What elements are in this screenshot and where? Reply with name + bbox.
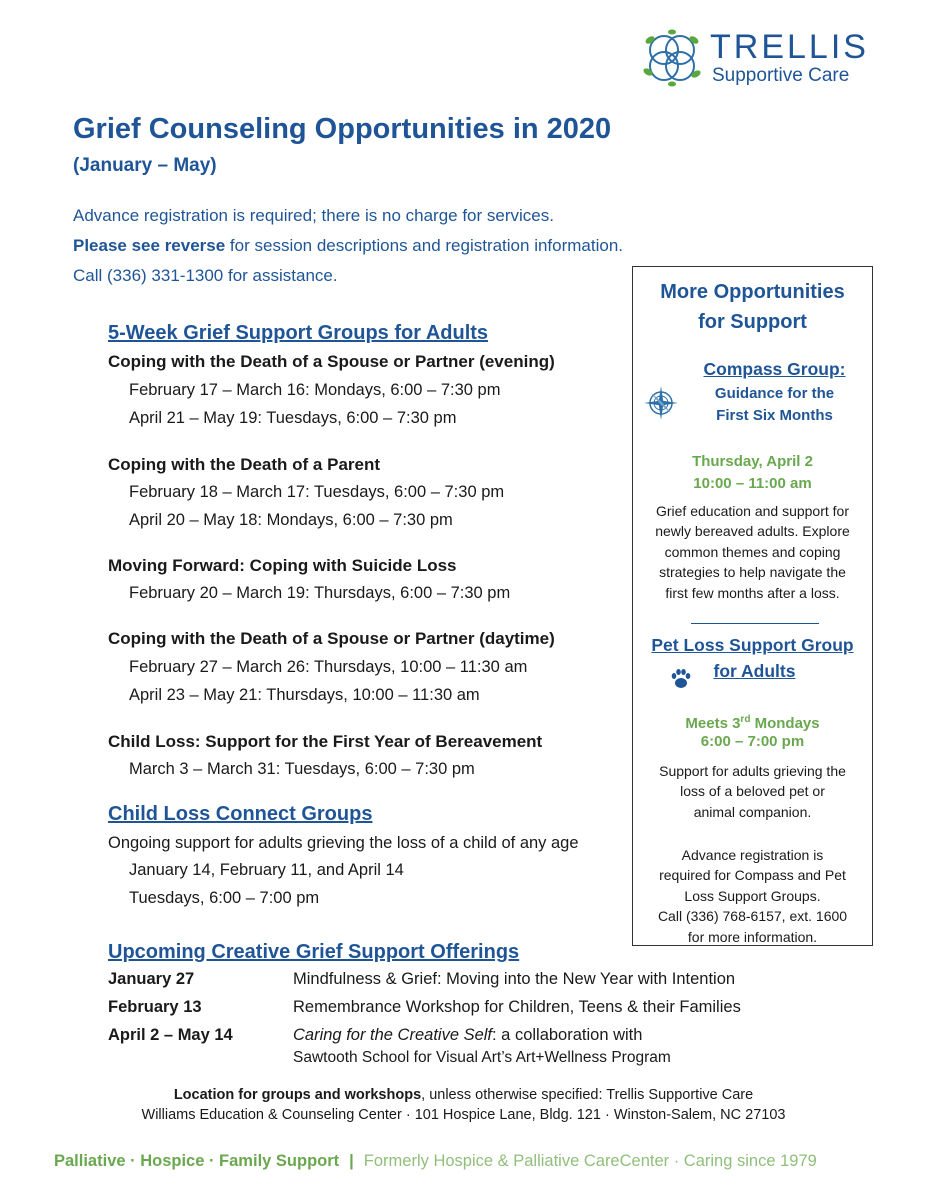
compass-body-5: first few months after a loss. bbox=[665, 585, 840, 601]
offering-title-italic: Caring for the Creative Self bbox=[293, 1026, 493, 1044]
group-date: February 20 – March 19: Thursdays, 6:00 – 7:30 pm bbox=[129, 584, 511, 602]
footer-right: Formerly Hospice & Palliative CareCenter · Caring since 1979 bbox=[363, 1152, 817, 1170]
logo-tagline: Supportive Care bbox=[712, 65, 850, 86]
offering-desc-rest: : a collaboration with bbox=[492, 1026, 643, 1044]
trellis-emblem-icon bbox=[640, 26, 704, 90]
pet-body-2: loss of a beloved pet or bbox=[680, 783, 825, 799]
offering-description bbox=[293, 1026, 642, 1045]
registration-line-1: Advance registration is bbox=[681, 847, 824, 863]
logo-brand: TRELLIS bbox=[710, 28, 869, 66]
pet-heading-1: Pet Loss Support Group bbox=[651, 635, 854, 655]
location-line-2: Williams Education & Counseling Center · 101 Hospice Lane, Bldg. 121 · Winston-Salem, NC 27103 bbox=[141, 1107, 786, 1123]
more-opportunities-box bbox=[632, 266, 873, 946]
pet-meets-post: Mondays bbox=[750, 715, 820, 732]
pet-body-3: animal companion. bbox=[693, 804, 812, 820]
offering-description-line-2: Sawtooth School for Visual Art’s Art+Wellness Program bbox=[293, 1049, 671, 1066]
compass-sub-1: Guidance for the bbox=[714, 385, 835, 402]
compass-time: 10:00 – 11:00 am bbox=[693, 475, 812, 492]
creative-heading: Upcoming Creative Grief Support Offerings bbox=[108, 941, 520, 963]
child-loss-description: Ongoing support for adults grieving the loss of a child of any age bbox=[108, 834, 579, 852]
offering-date: January 27 bbox=[108, 970, 195, 988]
group-date: March 3 – March 31: Tuesdays, 6:00 – 7:30 pm bbox=[129, 760, 475, 778]
intro-line-2-rest: for session descriptions and registration information. bbox=[225, 236, 624, 255]
offering-description: Mindfulness & Grief: Moving into the New Year with Intention bbox=[293, 970, 736, 988]
compass-body-4: strategies to help navigate the bbox=[659, 564, 846, 580]
intro-line-2-bold: Please see reverse bbox=[73, 236, 226, 255]
group-date: February 18 – March 17: Tuesdays, 6:00 – 7:30 pm bbox=[129, 483, 505, 501]
child-loss-time: Tuesdays, 6:00 – 7:00 pm bbox=[129, 889, 320, 907]
offering-date: April 2 – May 14 bbox=[108, 1026, 233, 1044]
page-subtitle: (January – May) bbox=[73, 155, 217, 176]
sidebar-title-line-1: More Opportunities bbox=[660, 281, 845, 303]
footer-left: Palliative · Hospice · Family Support bbox=[54, 1152, 340, 1170]
sidebar-title-line-2: for Support bbox=[698, 311, 807, 333]
five-week-heading: 5-Week Grief Support Groups for Adults bbox=[108, 322, 489, 344]
pet-body-1: Support for adults grieving the bbox=[659, 763, 846, 779]
pet-meets-sup: rd bbox=[740, 714, 751, 725]
trellis-logo bbox=[640, 26, 890, 90]
intro-line-2 bbox=[73, 236, 623, 256]
compass-heading: Compass Group: bbox=[703, 359, 846, 379]
compass-date: Thursday, April 2 bbox=[692, 453, 813, 470]
sidebar-divider bbox=[691, 623, 819, 624]
group-name: Moving Forward: Coping with Suicide Loss bbox=[108, 556, 457, 575]
footer bbox=[54, 1152, 817, 1171]
group-date: February 17 – March 16: Mondays, 6:00 – 7:30 pm bbox=[129, 381, 501, 399]
group-name: Coping with the Death of a Spouse or Partner (daytime) bbox=[108, 629, 555, 648]
pet-meets-pre: Meets 3 bbox=[685, 715, 741, 732]
page-title: Grief Counseling Opportunities in 2020 bbox=[73, 113, 612, 145]
registration-line-3: Loss Support Groups. bbox=[684, 888, 821, 904]
compass-sub-2: First Six Months bbox=[716, 407, 833, 424]
location-rest: , unless otherwise specified: Trellis Supportive Care bbox=[421, 1087, 754, 1103]
location-line-1 bbox=[0, 1087, 927, 1103]
pet-heading-2: for Adults bbox=[713, 661, 796, 681]
location-bold: Location for groups and workshops bbox=[173, 1087, 422, 1103]
child-loss-heading: Child Loss Connect Groups bbox=[108, 803, 373, 825]
intro-line-1: Advance registration is required; there is no charge for services. bbox=[73, 206, 554, 225]
footer-separator: | bbox=[349, 1152, 354, 1170]
group-date: April 23 – May 21: Thursdays, 10:00 – 11:30 am bbox=[129, 686, 480, 704]
child-loss-dates: January 14, February 11, and April 14 bbox=[129, 861, 404, 879]
registration-line-4: Call (336) 768-6157, ext. 1600 bbox=[657, 908, 848, 924]
pet-time: 6:00 – 7:00 pm bbox=[700, 733, 805, 750]
group-name: Coping with the Death of a Spouse or Partner (evening) bbox=[108, 352, 555, 371]
compass-body-3: common themes and coping bbox=[664, 544, 841, 560]
group-date: April 21 – May 19: Tuesdays, 6:00 – 7:30 pm bbox=[129, 409, 457, 427]
registration-line-5: for more information. bbox=[687, 929, 818, 945]
group-date: February 27 – March 26: Thursdays, 10:00 – 11:30 am bbox=[129, 658, 528, 676]
compass-body-2: newly bereaved adults. Explore bbox=[655, 523, 850, 539]
group-name: Coping with the Death of a Parent bbox=[108, 455, 381, 474]
group-date: April 20 – May 18: Mondays, 6:00 – 7:30 pm bbox=[129, 511, 453, 529]
offering-date: February 13 bbox=[108, 998, 202, 1016]
registration-line-2: required for Compass and Pet bbox=[659, 867, 846, 883]
group-name: Child Loss: Support for the First Year of Bereavement bbox=[108, 732, 543, 751]
intro-line-3: Call (336) 331-1300 for assistance. bbox=[73, 266, 338, 285]
offering-description: Remembrance Workshop for Children, Teens & their Families bbox=[293, 998, 741, 1016]
compass-body-1: Grief education and support for bbox=[655, 503, 849, 519]
